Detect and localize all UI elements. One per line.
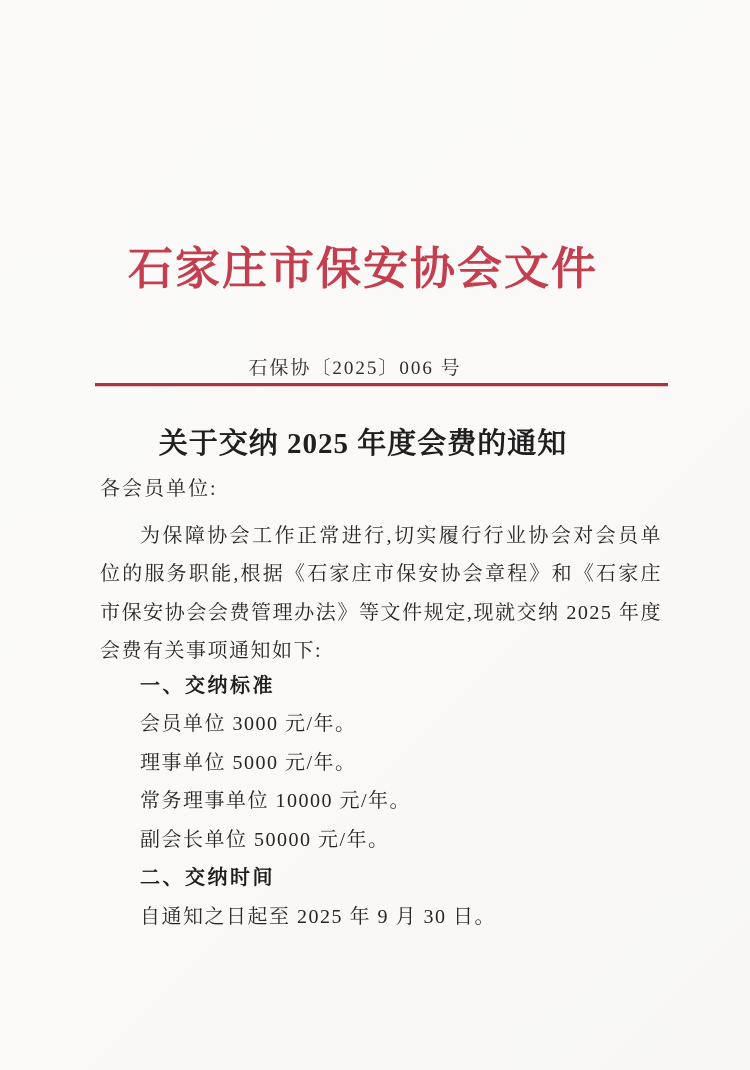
fee-item-executive-director-unit: 常务理事单位 10000 元/年。 <box>140 790 412 812</box>
fee-item-member-unit: 会员单位 3000 元/年。 <box>140 713 357 735</box>
fee-item-director-unit: 理事单位 5000 元/年。 <box>140 751 357 774</box>
document-reference-number: 石保协〔2025〕006 号 <box>248 358 462 379</box>
notice-title: 关于交纳 2025 年度会费的通知 <box>158 428 568 460</box>
letterhead-divider-line <box>95 383 668 386</box>
salutation-line: 各会员单位: <box>100 478 218 500</box>
payment-deadline-line: 自通知之日起至 2025 年 9 月 30 日。 <box>140 905 496 928</box>
section-1-heading: 一、交纳标准 <box>140 674 275 697</box>
intro-paragraph: 为保障协会工作正常进行,切实履行行业协会对会员单位的服务职能,根据《石家庄市保安协会章程》和《石家庄市保安协会会费管理办法》等文件规定,现就交纳 2025 年度会费有关事项通知如下: <box>100 524 662 662</box>
fee-item-vice-president-unit: 副会长单位 50000 元/年。 <box>140 828 390 851</box>
section-2-heading: 二、交纳时间 <box>140 867 275 889</box>
notice-body <box>100 470 662 936</box>
letterhead-org-title: 石家庄市保安协会文件 <box>127 244 598 294</box>
